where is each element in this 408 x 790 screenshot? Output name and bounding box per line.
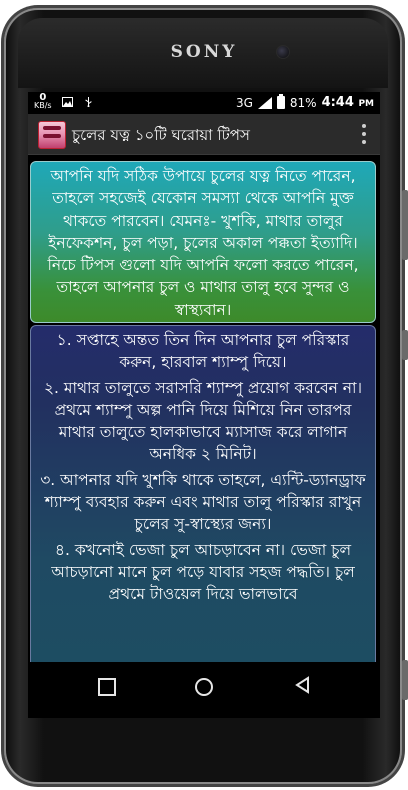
overflow-menu-icon[interactable] [362,124,368,144]
power-button [402,330,408,360]
tips-card [30,325,376,712]
image-notification-icon [62,97,73,107]
navigation-bar [28,662,380,718]
triangle-back-icon[interactable] [294,676,312,694]
app-bar [28,114,380,155]
app-title: চুলের যত্ন ১০টি ঘরোয়া টিপস [72,126,250,144]
device-brand: SONY [170,42,238,62]
tip-item: ৩. আপনার যদি খুশকি থাকে তাহলে, এ্যন্টি-ড্যানড্রাফ শ্যাম্পু ব্যবহার করুন এবং মাথার তালু পরিস্কার রাখুন চুলের সু-স্বাস্থ্যের জন্য। [40,470,366,534]
usb-icon [83,97,94,107]
network-speed: 0 KB/s [34,92,52,110]
battery-level: 81% [289,95,317,110]
tip-item: ২. মাথার তালুতে সরাসরি শ্যাম্পু প্রয়োগ করবেন না। প্রথমে শ্যাম্পু অল্প পানি দিয়ে মিশিয়ে নিন তারপর মাথার তালুতে হালকাভাবে ম্যাসাজ করে লাগান অনধিক ২ মিনিট। [43,378,363,464]
scroll-content[interactable] [28,155,380,712]
square-recents-icon[interactable] [98,678,116,696]
front-camera-icon [276,45,290,59]
app-logo-icon[interactable] [38,121,66,149]
intro-text: আপনি যদি সঠিক উপায়ে চুলের যত্ন নিতে পারেন, তাহলে সহজেই যেকোন সমস্যা থেকে আপনি মুক্ত থাকতে পারবেন। যেমনঃ- খুশকি, মাথার তালুর ইনফেকশন, চুল পড়া, চুলের অকাল পক্কতা ইত্যাদি। নিচে টিপস গুলো যদি আপনি ফলো করতে পারেন, তাহলে আপনার চুল ও মাথার তালু হবে সুন্দর ও স্বাস্থ্যবান। [47,167,359,319]
intro-card [30,161,376,323]
signal-icon [258,97,272,109]
circle-home-icon[interactable] [195,678,213,696]
volume-button [402,190,408,260]
tip-item: ১. সপ্তাহে অন্তত তিন দিন আপনার চুল পরিস্কার করুন, হারবাল শ্যাম্পু দিয়ে। [56,331,350,372]
clock: 4:44 PM [321,95,374,110]
camera-button [402,660,408,700]
network-type: 3G [235,95,253,110]
battery-icon [277,96,285,109]
screen [28,92,380,712]
tip-item: ৪. কখনোই ভেজা চুল আচড়াবেন না। ভেজা চুল আচড়ানো মানে চুল পড়ে যাবার সহজ পদ্ধতি। চুল প্রথমে টাওয়েল দিয়ে ভালভাবে [51,540,355,604]
status-bar [28,92,380,114]
